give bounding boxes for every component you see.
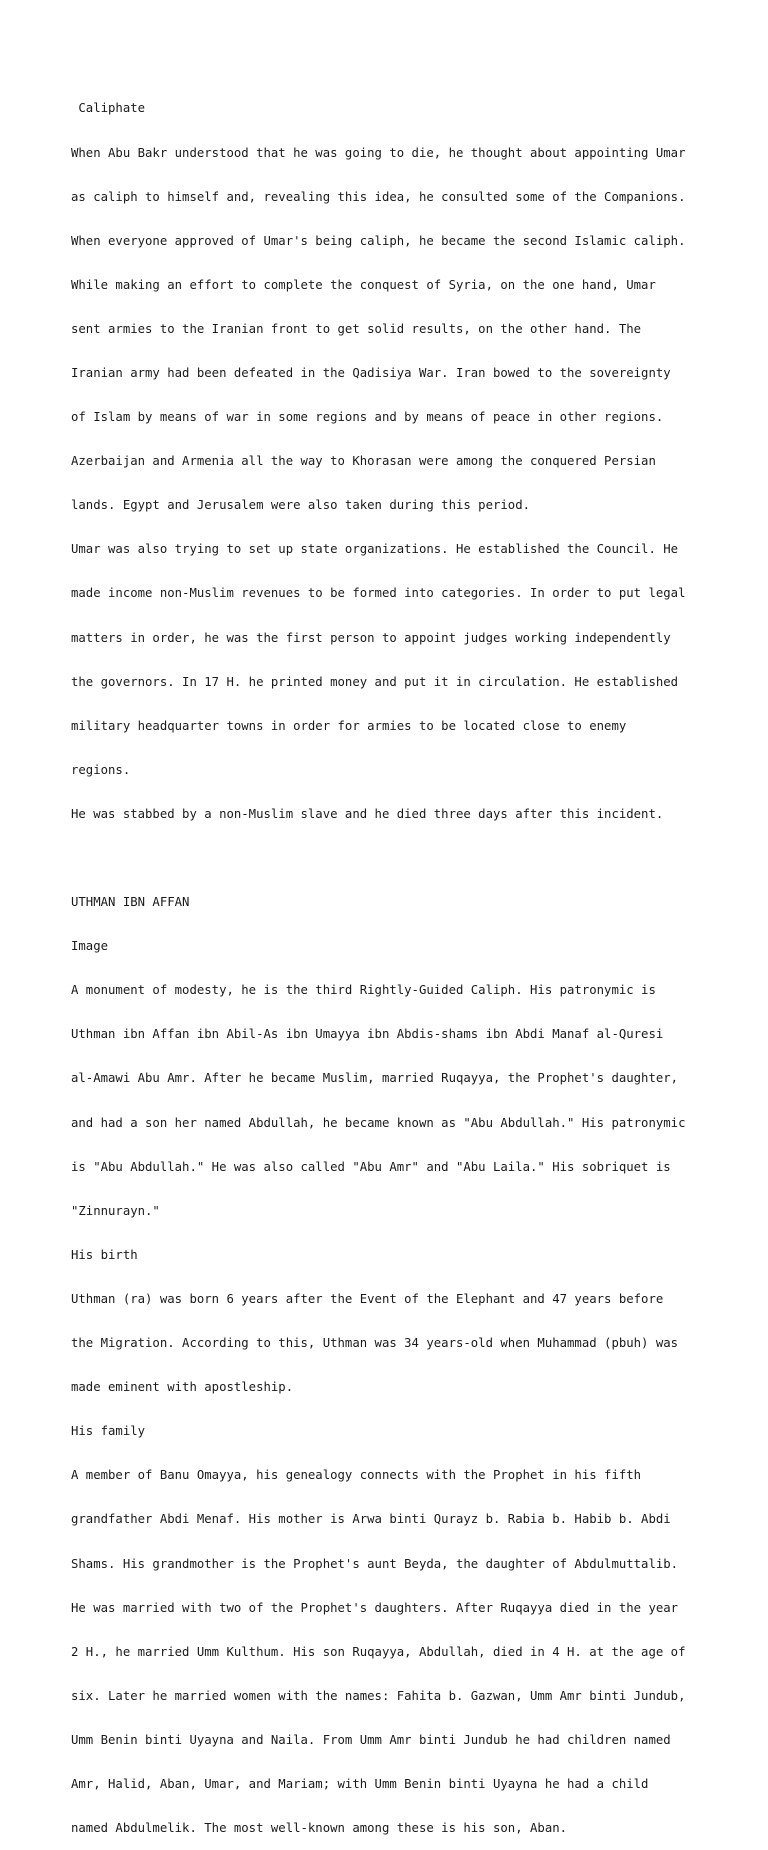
text-line: A member of Banu Omayya, his genealogy connects with the Prophet in his fifth (71, 1468, 642, 1483)
text-line: is "Abu Abdullah." He was also called "Abu Amr" and "Abu Laila." His sobriquet is (71, 1159, 671, 1174)
section-heading-caliphate: Caliphate (71, 101, 146, 116)
text-line: Umm Benin binti Uyayna and Naila. From Umm Amr binti Jundub he had children named (71, 1732, 671, 1747)
blank-line (71, 851, 711, 866)
subheading-his-family: His family (71, 1424, 146, 1439)
text-line: al-Amawi Abu Amr. After he became Muslim, married Ruqayya, the Prophet's daughter, (71, 1071, 679, 1086)
text-line: Iranian army had been defeated in the Qadisiya War. Iran bowed to the sovereignty (71, 365, 671, 380)
text-line: He was stabbed by a non-Muslim slave and he died three days after this incident. (71, 806, 664, 821)
text-line: "Zinnurayn." (71, 1203, 160, 1218)
text-line: Amr, Halid, Aban, Umar, and Mariam; with Umm Benin binti Uyayna he had a child (71, 1776, 649, 1791)
text-line: matters in order, he was the first person to appoint judges working independently (71, 630, 671, 645)
text-line: lands. Egypt and Jerusalem were also taken during this period. (71, 498, 531, 513)
text-line: Azerbaijan and Armenia all the way to Khorasan were among the conquered Persian (71, 454, 656, 469)
text-line: Shams. His grandmother is the Prophet's aunt Beyda, the daughter of Abdulmuttalib. (71, 1556, 679, 1571)
text-line: made eminent with apostleship. (71, 1380, 294, 1395)
text-line: Uthman (ra) was born 6 years after the Event of the Elephant and 47 years before (71, 1291, 664, 1306)
text-line: as caliph to himself and, revealing this idea, he consulted some of the Companions. (71, 189, 686, 204)
document-body (71, 72, 711, 1850)
text-line: the governors. In 17 H. he printed money and put it in circulation. He established (71, 674, 679, 689)
text-line: named Abdulmelik. The most well-known among these is his son, Aban. (71, 1821, 568, 1836)
text-line: While making an effort to complete the conquest of Syria, on the one hand, Umar (71, 277, 656, 292)
text-line: the Migration. According to this, Uthman was 34 years-old when Muhammad (pbuh) was (71, 1336, 679, 1351)
text-line: sent armies to the Iranian front to get solid results, on the other hand. The (71, 321, 642, 336)
text-line: grandfather Abdi Menaf. His mother is Arwa binti Qurayz b. Rabia b. Habib b. Abdi (71, 1512, 671, 1527)
text-line: Umar was also trying to set up state organizations. He established the Council. He (71, 542, 679, 557)
text-line: A monument of modesty, he is the third Rightly-Guided Caliph. His patronymic is (71, 983, 656, 998)
section-heading-uthman: UTHMAN IBN AFFAN (71, 895, 190, 910)
image-placeholder-label: Image (71, 939, 109, 954)
text-line: He was married with two of the Prophet's daughters. After Ruqayya died in the year (71, 1600, 679, 1615)
text-line: and had a son her named Abdullah, he became known as "Abu Abdullah." His patronymic (71, 1115, 686, 1130)
text-line: regions. (71, 762, 131, 777)
text-line: 2 H., he married Umm Kulthum. His son Ruqayya, Abdullah, died in 4 H. at the age of (71, 1644, 686, 1659)
text-line: military headquarter towns in order for armies to be located close to enemy (71, 718, 627, 733)
text-line: of Islam by means of war in some regions and by means of peace in other regions. (71, 410, 664, 425)
subheading-his-birth: His birth (71, 1247, 138, 1262)
text-line: six. Later he married women with the names: Fahita b. Gazwan, Umm Amr binti Jundub, (71, 1688, 686, 1703)
text-line: Uthman ibn Affan ibn Abil-As ibn Umayya ibn Abdis-shams ibn Abdi Manaf al-Quresi (71, 1027, 664, 1042)
text-line: When Abu Bakr understood that he was going to die, he thought about appointing Umar (71, 145, 686, 160)
text-line: When everyone approved of Umar's being caliph, he became the second Islamic caliph. (71, 233, 686, 248)
text-line: made income non-Muslim revenues to be formed into categories. In order to put legal (71, 586, 686, 601)
